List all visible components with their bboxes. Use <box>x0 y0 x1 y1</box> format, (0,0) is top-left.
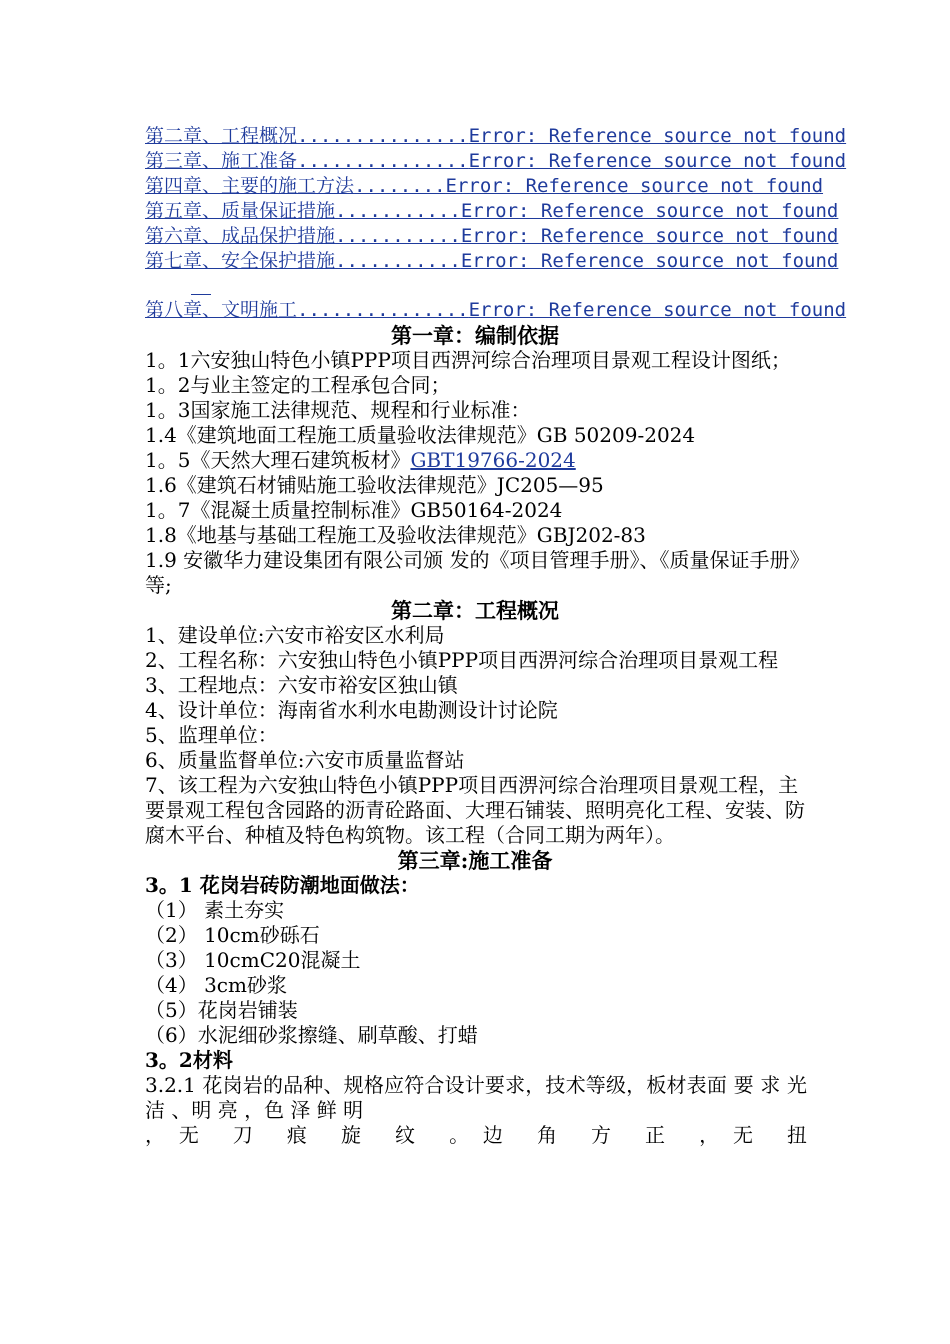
section-3-2-1-paragraph-cont: ，无 刀 痕 旋 纹 。边 角 方 正 ，无 扭 <box>145 1123 807 1147</box>
chapter2-heading: 第二章：工程概况 <box>391 598 559 623</box>
chapter1-item-2: 1。2与业主签定的工程承包合同； <box>145 373 451 397</box>
chapter3-heading: 第三章:施工准备 <box>397 848 553 873</box>
toc-item-chapter2[interactable]: 第二章、工程概况...............Error: Reference source not found <box>145 125 847 147</box>
toc-spacer <box>145 274 870 298</box>
chapter2-item-6: 6、质量监督单位:六安市质量监督站 <box>145 748 465 772</box>
standard-link[interactable]: GBT19766-2024 <box>410 448 576 472</box>
table-of-contents <box>145 124 870 323</box>
toc-item-chapter4[interactable]: 第四章、主要的施工方法........Error: Reference source not found <box>145 175 824 197</box>
chapter1-heading: 第一章：编制依据 <box>391 323 559 348</box>
toc-item-chapter8[interactable]: 第八章、文明施工...............Error: Reference source not found <box>145 299 847 321</box>
toc-item-chapter3[interactable]: 第三章、施工准备...............Error: Reference source not found <box>145 150 847 172</box>
step-1: （1） 素土夯实 <box>145 898 285 922</box>
chapter1-item-4: 1.4《建筑地面工程施工质量验收法律规范》GB 50209-2024 <box>145 423 696 447</box>
chapter2-item-3: 3、工程地点：六安市裕安区独山镇 <box>145 673 458 697</box>
chapter2-item-1: 1、建设单位:六安市裕安区水利局 <box>145 623 445 647</box>
chapter1-item-8: 1.8《地基与基础工程施工及验收法律规范》GBJ202-83 <box>145 523 646 547</box>
section-3-2-1-paragraph: 3.2.1 花岗岩的品种、规格应符合设计要求，技术等级，板材表面 要 求 光 洁 、明 亮 ，色 泽 鲜 明 <box>145 1073 807 1122</box>
chapter1-item-5-text: 1。5《天然大理石建筑板材》 <box>145 448 411 472</box>
step-2: （2） 10cm砂砾石 <box>145 923 320 947</box>
chapter1-item-3: 1。3国家施工法律规范、规程和行业标准： <box>145 398 531 422</box>
toc-item-chapter7[interactable]: 第七章、安全保护措施...........Error: Reference source not found <box>145 250 839 272</box>
chapter2-item-7: 7、该工程为六安独山特色小镇PPP项目西淠河综合治理项目景观工程，主要景观工程包含园路的沥青砼路面、大理石铺装、照明亮化工程、安装、防腐木平台、种植及特色构筑物。该工程（合同工期为两年）。 <box>145 773 805 847</box>
toc-item-chapter6[interactable]: 第六章、成品保护措施...........Error: Reference source not found <box>145 225 839 247</box>
section-3-1-heading: 3。1 花岗岩砖防潮地面做法： <box>145 873 420 897</box>
step-5: （5）花岗岩铺装 <box>145 998 298 1022</box>
document-page <box>145 124 870 1148</box>
chapter2-item-5: 5、监理单位： <box>145 723 278 747</box>
chapter1-item-5 <box>145 448 870 473</box>
chapter2-item-2: 2、工程名称：六安独山特色小镇PPP项目西淠河综合治理项目景观工程 <box>145 648 779 672</box>
chapter1-item-7: 1。7《混凝土质量控制标准》GB50164-2024 <box>145 498 563 522</box>
section-3-2-heading: 3。2材料 <box>145 1048 233 1072</box>
step-3: （3） 10cmC20混凝土 <box>145 948 361 972</box>
chapter1-item-6: 1.6《建筑石材铺贴施工验收法律规范》JC205—95 <box>145 473 604 497</box>
underline-mark <box>191 294 211 295</box>
step-6: （6）水泥细砂浆擦缝、刷草酸、打蜡 <box>145 1023 478 1047</box>
chapter1-item-1: 1。1六安独山特色小镇PPP项目西淠河综合治理项目景观工程设计图纸； <box>145 348 791 372</box>
chapter1-item-9: 1.9 安徽华力建设集团有限公司颁 发的《项目管理手册》、《质量保证手册》等; <box>145 548 800 597</box>
chapter2-item-4: 4、设计单位：海南省水利水电勘测设计讨论院 <box>145 698 558 722</box>
toc-item-chapter5[interactable]: 第五章、质量保证措施...........Error: Reference source not found <box>145 200 839 222</box>
step-4: （4） 3cm砂浆 <box>145 973 287 997</box>
